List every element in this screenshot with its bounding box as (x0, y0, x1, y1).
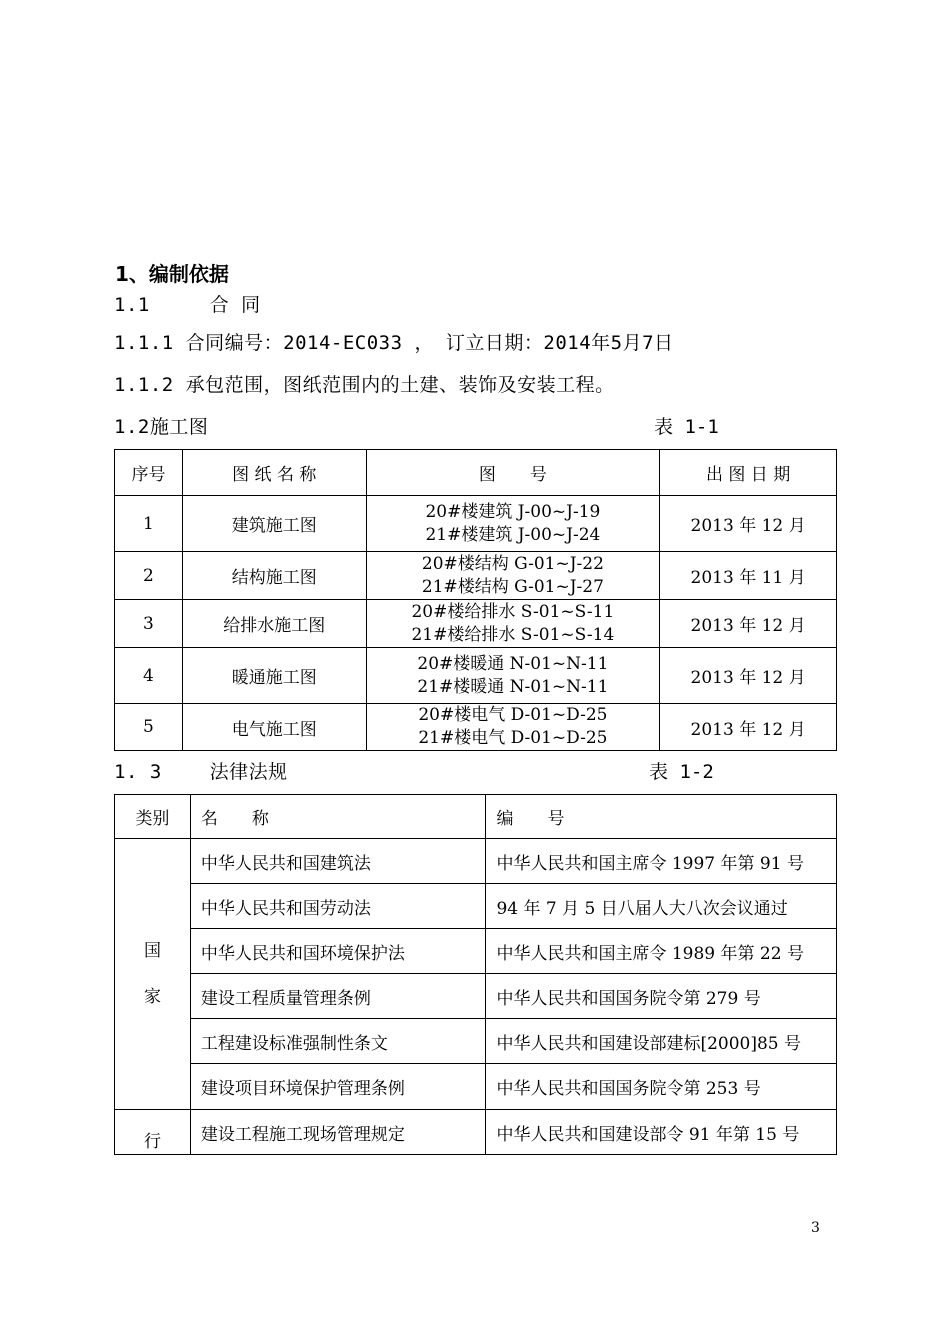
issue-date: 2013 年 12 月 (660, 600, 837, 648)
law-code: 94 年 7 月 5 日八届人大八次会议通过 (486, 884, 837, 929)
drawing-code (366, 704, 660, 751)
table-row (115, 496, 837, 552)
drawing-name: 结构施工图 (182, 552, 366, 600)
table-row (115, 1064, 837, 1110)
drawing-code-line: 20#楼结构 G-01~J-22 (421, 553, 604, 574)
table-1-1-ref: 表 1-1 (654, 416, 719, 438)
table-row (115, 552, 837, 600)
header-cell: 名 称 (190, 795, 486, 839)
drawing-name: 给排水施工图 (182, 600, 366, 648)
section-heading: 1、编制依据 (115, 262, 229, 286)
drawings-table (114, 449, 837, 751)
subsection-1-1-number: 1.1 (114, 294, 150, 316)
subsection-1-3 (114, 757, 288, 784)
row-number: 5 (115, 704, 183, 751)
drawing-code-line: 21#楼暖通 N-01~N-11 (417, 676, 609, 697)
table-row (115, 1110, 837, 1155)
table-row (115, 704, 837, 751)
contract-number-line: 1.1.1 合同编号：2014-EC033 ， 订立日期：2014年5月7日 (114, 332, 674, 354)
header-cell: 类别 (115, 795, 191, 839)
drawing-code-line: 21#楼建筑 J-00~J-24 (425, 524, 601, 545)
issue-date: 2013 年 12 月 (660, 496, 837, 552)
header-cell: 编 号 (486, 795, 837, 839)
table-row (115, 929, 837, 974)
drawing-code-line: 20#楼给排水 S-01~S-11 (411, 601, 615, 622)
law-code: 中华人民共和国国务院令第 279 号 (486, 974, 837, 1019)
drawing-code-line: 20#楼建筑 J-00~J-19 (425, 501, 601, 522)
law-name: 工程建设标准强制性条文 (190, 1019, 486, 1064)
law-code: 中华人民共和国主席令 1989 年第 22 号 (486, 929, 837, 974)
law-code: 中华人民共和国建设部建标[2000]85 号 (486, 1019, 837, 1064)
category-char: 国 (143, 941, 161, 961)
issue-date: 2013 年 12 月 (660, 648, 837, 704)
row-number: 3 (115, 600, 183, 648)
category-national (115, 839, 191, 1110)
table-row (115, 600, 837, 648)
law-name: 中华人民共和国劳动法 (190, 884, 486, 929)
drawing-code (366, 600, 660, 648)
subsection-1-3-number: 1. 3 (114, 761, 162, 783)
page-number: 3 (811, 1220, 820, 1236)
drawing-code-line: 21#楼结构 G-01~J-27 (421, 576, 604, 597)
table-row (115, 1019, 837, 1064)
drawing-name: 电气施工图 (182, 704, 366, 751)
table-row (115, 839, 837, 884)
header-cell: 图 号 (366, 450, 660, 496)
row-number: 4 (115, 648, 183, 704)
law-code: 中华人民共和国国务院令第 253 号 (486, 1064, 837, 1110)
table-header-row (115, 795, 837, 839)
subsection-1-3-title: 法律法规 (209, 761, 288, 783)
table-row (115, 974, 837, 1019)
subsection-1-2-title: 1.2施工图 (114, 416, 209, 438)
law-name: 中华人民共和国环境保护法 (190, 929, 486, 974)
issue-date: 2013 年 12 月 (660, 704, 837, 751)
header-cell: 序号 (115, 450, 183, 496)
drawing-code-line: 21#楼电气 D-01~D-25 (418, 728, 608, 748)
law-name: 建设项目环境保护管理条例 (190, 1064, 486, 1110)
law-code: 中华人民共和国主席令 1997 年第 91 号 (486, 839, 837, 884)
contract-scope-line: 1.1.2 承包范围，图纸范围内的土建、装饰及安装工程。 (114, 374, 615, 396)
drawing-name: 暖通施工图 (182, 648, 366, 704)
laws-table (114, 794, 837, 1155)
row-number: 1 (115, 496, 183, 552)
header-cell: 出 图 日 期 (660, 450, 837, 496)
table-row (115, 884, 837, 929)
drawing-code-line: 20#楼电气 D-01~D-25 (418, 705, 608, 725)
law-name: 中华人民共和国建筑法 (190, 839, 486, 884)
table-1-2-ref: 表 1-2 (649, 761, 714, 783)
table-header-row (115, 450, 837, 496)
drawing-code (366, 648, 660, 704)
category-industry: 行 (115, 1110, 191, 1155)
table-row (115, 648, 837, 704)
row-number: 2 (115, 552, 183, 600)
subsection-1-1-title: 合 同 (209, 294, 261, 316)
subsection-1-1 (114, 290, 261, 317)
drawing-code-line: 21#楼给排水 S-01~S-14 (411, 624, 615, 645)
category-char: 家 (143, 987, 161, 1007)
drawing-name: 建筑施工图 (182, 496, 366, 552)
law-name: 建设工程施工现场管理规定 (190, 1110, 486, 1155)
drawing-code (366, 496, 660, 552)
law-name: 建设工程质量管理条例 (190, 974, 486, 1019)
drawing-code (366, 552, 660, 600)
law-code: 中华人民共和国建设部令 91 年第 15 号 (486, 1110, 837, 1155)
issue-date: 2013 年 11 月 (660, 552, 837, 600)
header-cell: 图 纸 名 称 (182, 450, 366, 496)
drawing-code-line: 20#楼暖通 N-01~N-11 (417, 653, 609, 674)
